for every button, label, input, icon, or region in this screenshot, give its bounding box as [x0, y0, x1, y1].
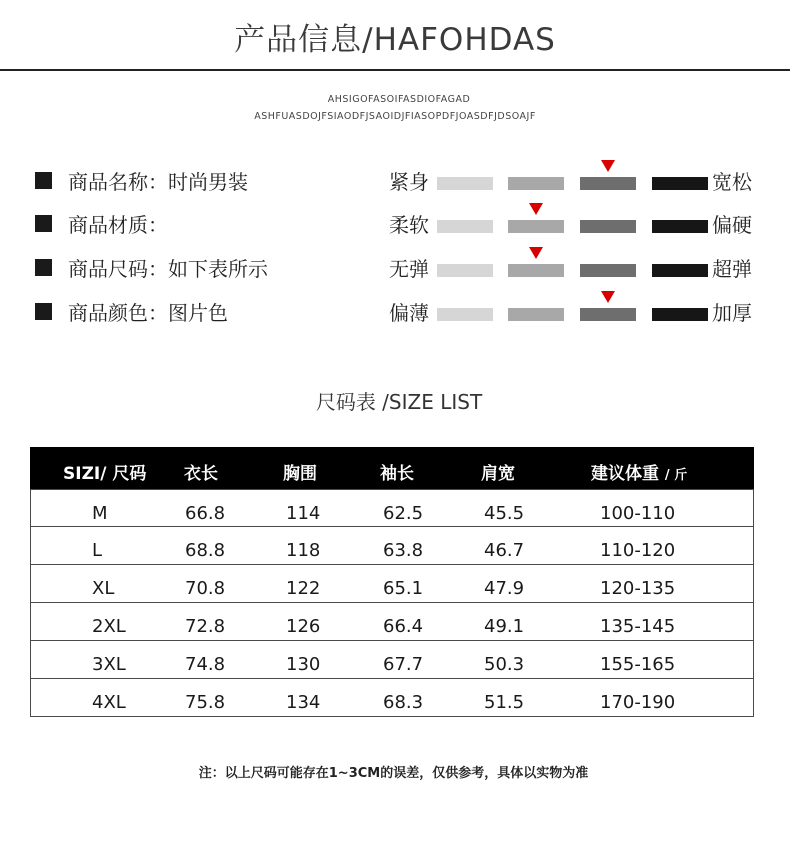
table-row: [31, 641, 753, 679]
header-chest: 胸围: [283, 464, 317, 484]
cell-length: 70.8: [185, 578, 226, 599]
scale-left-label: 紧身: [389, 170, 429, 194]
size-table: [30, 447, 754, 717]
bullet-square-icon: [35, 303, 52, 320]
scale-right-label: 超弹: [712, 257, 752, 281]
cell-size: M: [92, 503, 108, 524]
scale-bar-segment: [437, 308, 493, 321]
cell-shoulder: 49.1: [484, 616, 525, 637]
header-weight-unit: / 斤: [664, 468, 688, 483]
cell-shoulder: 50.3: [484, 654, 525, 675]
attribute-row: [0, 164, 790, 194]
subtitle-line-2: ASHFUASDOJFSIAODFJSAOIDJFIASOPDFJOASDFJDSOAJF: [254, 111, 536, 122]
bullet-square-icon: [35, 172, 52, 189]
scale-right-label: 加厚: [712, 301, 752, 325]
header-length: 衣长: [184, 464, 218, 484]
header-shoulder: 肩宽: [481, 464, 515, 484]
attribute-row: [0, 207, 790, 237]
page-title: 产品信息/HAFOHDAS: [234, 22, 556, 58]
level-marker-icon: [529, 203, 543, 215]
table-row: [31, 565, 753, 603]
cell-length: 68.8: [185, 540, 226, 561]
size-list-title: 尺码表 /SIZE LIST: [315, 390, 483, 414]
scale-bar-segment: [580, 308, 636, 321]
scale-right-label: 宽松: [712, 170, 752, 194]
bullet-square-icon: [35, 215, 52, 232]
scale-right-label: 偏硬: [712, 213, 752, 237]
cell-sleeve: 62.5: [383, 503, 424, 524]
cell-weight: 110-120: [600, 540, 676, 561]
scale-bar-segment: [437, 177, 493, 190]
cell-length: 72.8: [185, 616, 226, 637]
scale-bar-segment: [652, 220, 708, 233]
scale-left-label: 偏薄: [389, 301, 429, 325]
attribute-label: 商品材质：: [68, 213, 168, 237]
scale-bar-segment: [437, 220, 493, 233]
cell-sleeve: 63.8: [383, 540, 424, 561]
level-marker-icon: [601, 160, 615, 172]
cell-sleeve: 68.3: [383, 692, 424, 713]
cell-shoulder: 51.5: [484, 692, 525, 713]
scale-bar-segment: [508, 264, 564, 277]
table-row: [31, 489, 753, 527]
cell-size: 4XL: [92, 692, 126, 713]
cell-size: 3XL: [92, 654, 126, 675]
cell-weight: 170-190: [600, 692, 676, 713]
title-divider: [0, 69, 790, 71]
header-size: SIZI/ 尺码: [63, 464, 147, 484]
level-marker-icon: [601, 291, 615, 303]
cell-chest: 134: [286, 692, 321, 713]
scale-bar-segment: [508, 177, 564, 190]
cell-weight: 120-135: [600, 578, 676, 599]
size-table-header: [30, 447, 754, 489]
scale-bar-segment: [508, 220, 564, 233]
cell-length: 74.8: [185, 654, 226, 675]
cell-shoulder: 45.5: [484, 503, 525, 524]
cell-sleeve: 65.1: [383, 578, 424, 599]
attribute-label: 商品颜色：图片色: [68, 301, 228, 325]
scale-bar-segment: [437, 264, 493, 277]
cell-shoulder: 46.7: [484, 540, 525, 561]
cell-sleeve: 67.7: [383, 654, 424, 675]
table-row: [31, 603, 753, 641]
scale-bar-segment: [652, 264, 708, 277]
cell-size: XL: [92, 578, 115, 599]
scale-bar-segment: [652, 177, 708, 190]
cell-weight: 155-165: [600, 654, 676, 675]
level-marker-icon: [529, 247, 543, 259]
cell-chest: 130: [286, 654, 321, 675]
size-note: 注：以上尺码可能存在1~3CM的误差，仅供参考，具体以实物为准: [198, 766, 589, 781]
cell-sleeve: 66.4: [383, 616, 424, 637]
table-row: [31, 679, 753, 717]
scale-bar-segment: [580, 264, 636, 277]
scale-left-label: 无弹: [389, 257, 429, 281]
scale-bar-segment: [508, 308, 564, 321]
scale-bar-segment: [652, 308, 708, 321]
attribute-label: 商品名称：时尚男装: [68, 170, 248, 194]
scale-bar-segment: [580, 220, 636, 233]
cell-size: 2XL: [92, 616, 126, 637]
cell-chest: 118: [286, 540, 321, 561]
subtitle-line-1: AHSIGOFASOIFASDIOFAGAD: [327, 94, 471, 105]
attribute-row: [0, 251, 790, 281]
cell-chest: 122: [286, 578, 321, 599]
attribute-row: [0, 295, 790, 325]
cell-weight: 100-110: [600, 503, 676, 524]
cell-length: 66.8: [185, 503, 226, 524]
scale-left-label: 柔软: [389, 213, 429, 237]
header-sleeve: 袖长: [380, 464, 414, 484]
cell-size: L: [92, 540, 103, 561]
cell-shoulder: 47.9: [484, 578, 525, 599]
header-weight-label: 建议体重: [591, 464, 659, 484]
cell-chest: 126: [286, 616, 321, 637]
size-table-body: [30, 489, 754, 717]
header-weight: [591, 459, 687, 484]
cell-chest: 114: [286, 503, 321, 524]
bullet-square-icon: [35, 259, 52, 276]
cell-weight: 135-145: [600, 616, 676, 637]
table-row: [31, 527, 753, 565]
attribute-label: 商品尺码：如下表所示: [68, 257, 268, 281]
cell-length: 75.8: [185, 692, 226, 713]
scale-bar-segment: [580, 177, 636, 190]
